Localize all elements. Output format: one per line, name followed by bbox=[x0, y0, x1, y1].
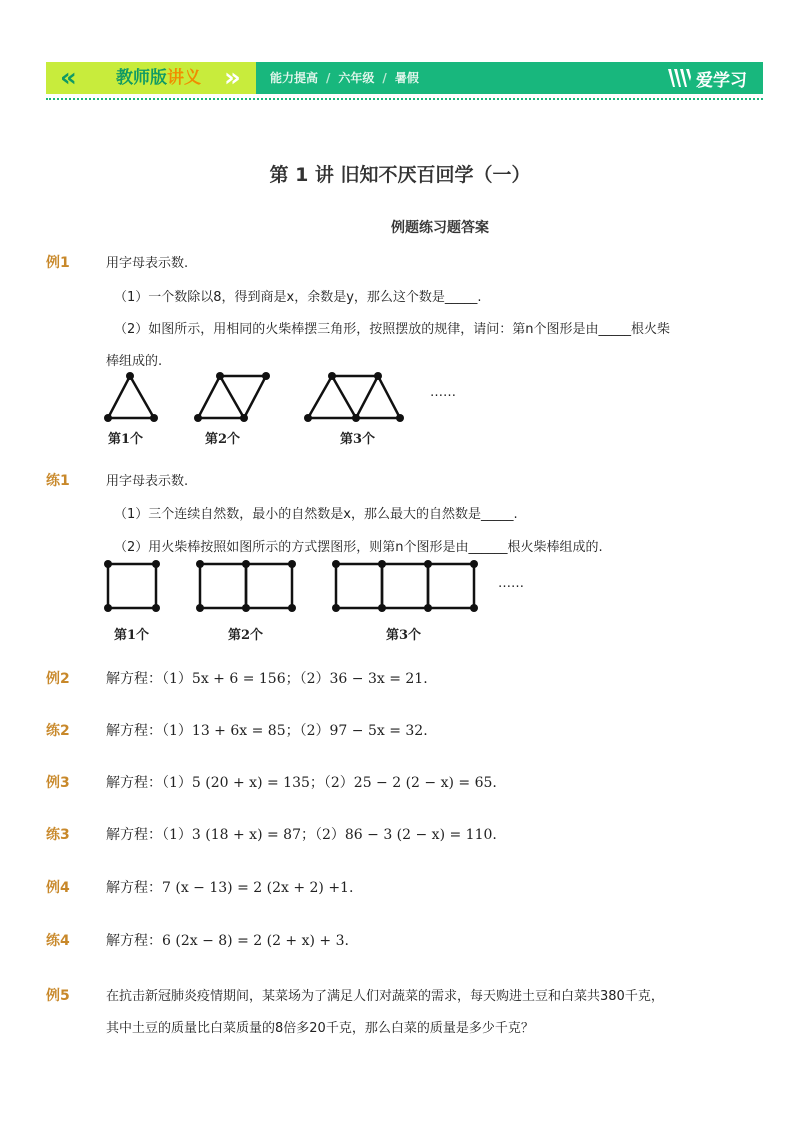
square-matchstick-figure bbox=[100, 558, 490, 618]
sub-question: （1）三个连续自然数，最小的自然数是x，那么最大的自然数是_____. bbox=[114, 507, 518, 522]
badge-text: 教师版 bbox=[116, 68, 167, 88]
problem-label: 练2 bbox=[46, 723, 70, 739]
problem-label: 练1 bbox=[46, 473, 70, 489]
triangle-matchstick-figure bbox=[100, 370, 480, 450]
problem-label: 例5 bbox=[46, 988, 70, 1004]
equation-text: 解方程：（1）5 (20 + x) = 135；（2）25 − 2 (2 − x) = 65. bbox=[106, 775, 497, 791]
problem-label: 例1 bbox=[46, 255, 70, 271]
figure-caption: 第1个 bbox=[114, 628, 150, 643]
brand-mark-icon bbox=[666, 67, 692, 89]
page-subtitle: 例题练习题答案 bbox=[391, 220, 489, 236]
page-title: 第 1 讲 旧知不厌百回学（一） bbox=[269, 164, 531, 186]
crumb-2: 六年级 bbox=[338, 71, 375, 85]
badge-text-orange: 讲义 bbox=[167, 68, 201, 88]
problem-label: 例2 bbox=[46, 671, 70, 687]
equation-text: 解方程：7 (x − 13) = 2 (2x + 2) +1. bbox=[106, 880, 354, 896]
header-divider bbox=[46, 98, 763, 100]
header-badge bbox=[116, 62, 201, 94]
equation-text: 解方程：（1）13 + 6x = 85；（2）97 − 5x = 32. bbox=[106, 723, 428, 739]
breadcrumb: 能力提高 / 六年级 / 暑假 bbox=[270, 71, 419, 85]
crumb-3: 暑假 bbox=[394, 71, 419, 85]
equation-text: 解方程：6 (2x − 8) = 2 (2 + x) + 3. bbox=[106, 933, 349, 949]
crumb-1: 能力提高 bbox=[270, 71, 319, 85]
problem-label: 例4 bbox=[46, 880, 70, 896]
brand-logo bbox=[666, 62, 747, 94]
brand-name: 爱学习 bbox=[696, 70, 747, 91]
problem-label: 练4 bbox=[46, 933, 70, 949]
figure-caption: 第1个 bbox=[108, 432, 144, 447]
sub-question: （1）一个数除以8，得到商是x，余数是y，那么这个数是_____. bbox=[114, 290, 482, 305]
equation-text: 解方程：（1）3 (18 + x) = 87；（2）86 − 3 (2 − x) = 110. bbox=[106, 827, 497, 843]
sub-question-cont: 棒组成的. bbox=[106, 354, 163, 369]
problem-stem: 用字母表示数. bbox=[106, 474, 189, 489]
ellipsis: …… bbox=[430, 385, 456, 400]
sub-question: （2）如图所示，用相同的火柴棒摆三角形，按照摆放的规律，请问：第n个图形是由_____根火柴 bbox=[114, 322, 671, 337]
chevron-left-icon: « bbox=[60, 63, 71, 93]
problem-label: 例3 bbox=[46, 775, 70, 791]
figure-caption: 第2个 bbox=[228, 628, 264, 643]
figure-caption: 第3个 bbox=[386, 628, 422, 643]
ellipsis: …… bbox=[498, 576, 524, 591]
chevron-right-icon: » bbox=[224, 63, 235, 93]
problem-stem: 用字母表示数. bbox=[106, 256, 189, 271]
figure-caption: 第2个 bbox=[205, 432, 241, 447]
word-problem-line: 其中土豆的质量比白菜质量的8倍多20千克，那么白菜的质量是多少千克？ bbox=[106, 1021, 534, 1036]
problem-label: 练3 bbox=[46, 827, 70, 843]
word-problem-line: 在抗击新冠肺炎疫情期间，某菜场为了满足人们对蔬菜的需求，每天购进土豆和白菜共380千克， bbox=[106, 989, 664, 1004]
figure-caption: 第3个 bbox=[340, 432, 376, 447]
sub-question: （2）用火柴棒按照如图所示的方式摆图形，则第n个图形是由______根火柴棒组成的. bbox=[114, 540, 603, 555]
equation-text: 解方程：（1）5x + 6 = 156；（2）36 − 3x = 21. bbox=[106, 671, 428, 687]
